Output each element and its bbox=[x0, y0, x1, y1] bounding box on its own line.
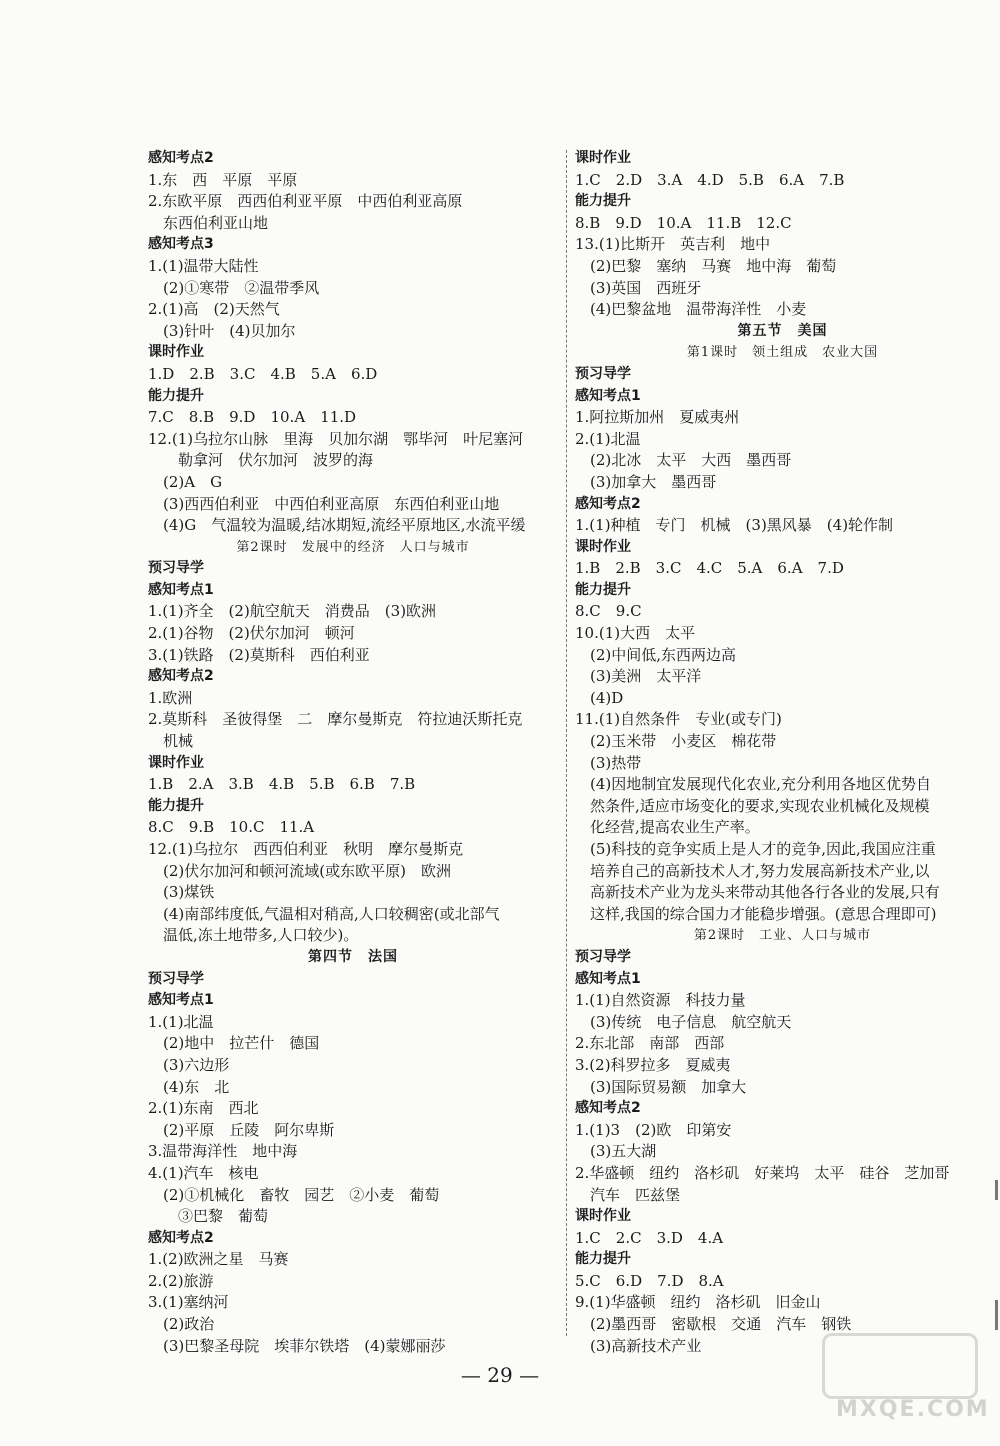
answer-line: 12.(1)乌拉尔山脉 里海 贝加尔湖 鄂毕河 叶尼塞河 bbox=[148, 429, 524, 448]
section-heading: 课时作业 bbox=[575, 538, 631, 555]
answer-line: 勒拿河 伏尔加河 波罗的海 bbox=[148, 451, 374, 470]
answer-line: 3.(1)铁路 (2)莫斯科 西伯利亚 bbox=[148, 645, 370, 664]
answer-line: (2)A G bbox=[148, 472, 223, 491]
section-heading: 感知考点1 bbox=[148, 581, 214, 598]
answer-line: 1.B 2.B 3.C 4.C 5.A 6.A 7.D bbox=[575, 559, 844, 578]
answer-line: (2)政治 bbox=[148, 1315, 215, 1334]
answer-line: (3)国际贸易额 加拿大 bbox=[575, 1077, 747, 1096]
lesson-title: 第2课时 发展中的经济 人口与城市 bbox=[236, 539, 470, 555]
section-heading: 预习导学 bbox=[575, 365, 631, 382]
answer-line: 1.阿拉斯加州 夏威夷州 bbox=[575, 408, 740, 427]
answer-line: 这样,我国的综合国力才能稳步增强。(意思合理即可) bbox=[575, 904, 937, 923]
page-edge-mark bbox=[995, 1180, 998, 1200]
section-heading: 能力提升 bbox=[148, 387, 204, 404]
answer-line: (4)G 气温较为温暖,结冰期短,流经平原地区,水流平缓 bbox=[148, 516, 526, 535]
answer-line: (4)D bbox=[575, 688, 624, 707]
answer-line: 5.C 6.D 7.D 8.A bbox=[575, 1271, 724, 1290]
answer-line: 3.(1)塞纳河 bbox=[148, 1293, 229, 1312]
section-heading: 预习导学 bbox=[575, 948, 631, 965]
answer-line: (4)东 北 bbox=[148, 1077, 230, 1096]
section-heading: 能力提升 bbox=[575, 581, 631, 598]
answer-line: 2.(1)北温 bbox=[575, 429, 641, 448]
answer-line: 机械 bbox=[148, 732, 194, 751]
section-heading: 感知考点2 bbox=[148, 150, 214, 166]
answer-line: (3)西西伯利亚 中西伯利亚高原 东西伯利亚山地 bbox=[148, 494, 500, 513]
section-heading: 能力提升 bbox=[575, 193, 631, 210]
answer-line: 8.C 9.C bbox=[575, 602, 642, 621]
answer-line: (3)美洲 太平洋 bbox=[575, 667, 702, 686]
answer-line: 1.C 2.D 3.A 4.D 5.B 6.A 7.B bbox=[575, 170, 845, 189]
answer-line: 2.东北部 南部 西部 bbox=[575, 1034, 725, 1053]
answer-line: 1.(1)齐全 (2)航空航天 消费品 (3)欧洲 bbox=[148, 602, 437, 621]
answer-line: (2)北冰 太平 大西 墨西哥 bbox=[575, 451, 792, 470]
section-heading: 感知考点3 bbox=[148, 236, 214, 253]
answer-line: (2)地中 拉芒什 德国 bbox=[148, 1034, 320, 1053]
answer-line: (2)玉米带 小麦区 棉花带 bbox=[575, 732, 777, 751]
answer-line: 1.(1)北温 bbox=[148, 1012, 214, 1031]
column-divider bbox=[566, 150, 567, 1336]
answer-line: 11.(1)自然条件 专业(或专门) bbox=[575, 710, 782, 729]
answer-line: (3)巴黎圣母院 埃菲尔铁塔 (4)蒙娜丽莎 bbox=[148, 1336, 446, 1355]
answer-line: (2)平原 丘陵 阿尔卑斯 bbox=[148, 1120, 335, 1139]
answer-line: 高新技术产业为龙头来带动其他各行各业的发展,只有 bbox=[575, 883, 940, 902]
watermark-text: MXQE.COM bbox=[836, 1397, 990, 1422]
answer-line: (3)针叶 (4)贝加尔 bbox=[148, 321, 296, 340]
answer-line: 1.(1)种植 专门 机械 (3)黑风暴 (4)轮作制 bbox=[575, 516, 894, 535]
answer-line: 培养自己的高新技术人才,努力发展高新技术产业,以 bbox=[575, 861, 930, 880]
answer-line: 3.温带海洋性 地中海 bbox=[148, 1142, 298, 1161]
section-heading: 课时作业 bbox=[575, 1208, 631, 1225]
answer-line: 然条件,适应市场变化的要求,实现农业机械化及规模 bbox=[575, 796, 930, 815]
section-heading: 感知考点1 bbox=[575, 970, 641, 987]
answer-line: 2.(2)旅游 bbox=[148, 1271, 214, 1290]
answer-line: 2.(1)谷物 (2)伏尔加河 顿河 bbox=[148, 624, 355, 643]
answer-line: 2.东欧平原 西西伯利亚平原 中西伯利亚高原 bbox=[148, 192, 463, 211]
chapter-title: 第四节 法国 bbox=[308, 948, 398, 965]
lesson-title: 第2课时 工业、人口与城市 bbox=[693, 928, 872, 944]
answer-line: 2.(1)东南 西北 bbox=[148, 1099, 259, 1118]
answer-line: (2)中间低,东西两边高 bbox=[575, 645, 737, 664]
answer-line: 1.C 2.C 3.D 4.A bbox=[575, 1228, 724, 1247]
answer-line: 1.(1)3 (2)欧 印第安 bbox=[575, 1120, 732, 1139]
answer-line: (2)墨西哥 密歇根 交通 汽车 钢铁 bbox=[575, 1315, 852, 1334]
answer-line: 温低,冻土地带多,人口较少)。 bbox=[148, 926, 359, 945]
answer-line: 2.莫斯科 圣彼得堡 二 摩尔曼斯克 符拉迪沃斯托克 bbox=[148, 710, 523, 729]
answer-line: (2)①寒带 ②温带季风 bbox=[148, 278, 320, 297]
answer-line: 汽车 匹兹堡 bbox=[575, 1185, 681, 1204]
answer-line: 2.华盛顿 纽约 洛杉矶 好莱坞 太平 硅谷 芝加哥 bbox=[575, 1163, 950, 1182]
answer-line: 化经营,提高农业生产率。 bbox=[575, 818, 760, 837]
section-heading: 预习导学 bbox=[148, 970, 204, 987]
lesson-title: 第1课时 领土组成 农业大国 bbox=[686, 345, 879, 361]
page-number: — 29 — bbox=[460, 1363, 540, 1387]
section-heading: 能力提升 bbox=[575, 1251, 631, 1268]
section-heading: 课时作业 bbox=[575, 150, 631, 166]
chapter-title: 第五节 美国 bbox=[737, 322, 828, 339]
answer-line: 1.B 2.A 3.B 4.B 5.B 6.B 7.B bbox=[148, 775, 416, 794]
answer-line: 1.欧洲 bbox=[148, 688, 193, 707]
answer-line: 3.(2)科罗拉多 夏威夷 bbox=[575, 1055, 731, 1074]
answer-line: (3)传统 电子信息 航空航天 bbox=[575, 1012, 792, 1031]
section-heading: 感知考点2 bbox=[148, 1229, 214, 1246]
answer-line: (4)南部纬度低,气温相对稍高,人口较稠密(或北部气 bbox=[148, 904, 500, 923]
section-heading: 能力提升 bbox=[148, 797, 204, 814]
answer-line: (3)英国 西班牙 bbox=[575, 278, 702, 297]
answer-line: 10.(1)大西 太平 bbox=[575, 624, 696, 643]
section-heading: 感知考点2 bbox=[575, 495, 641, 512]
answer-line: 1.(1)温带大陆性 bbox=[148, 256, 259, 275]
answer-line: 2.(1)高 (2)天然气 bbox=[148, 300, 280, 319]
answer-line: (2)巴黎 塞纳 马赛 地中海 葡萄 bbox=[575, 256, 837, 275]
answer-line: (3)高新技术产业 bbox=[575, 1336, 702, 1355]
left-column bbox=[148, 148, 558, 1357]
answer-line: 8.B 9.D 10.A 11.B 12.C bbox=[575, 213, 792, 232]
page-edge-mark bbox=[995, 1300, 998, 1330]
section-heading: 感知考点2 bbox=[148, 668, 214, 685]
answer-line: (5)科技的竞争实质上是人才的竞争,因此,我国应注重 bbox=[575, 840, 936, 858]
answer-line: (2)伏尔加河和顿河流域(或东欧平原) 欧洲 bbox=[148, 861, 451, 880]
section-heading: 预习导学 bbox=[148, 560, 204, 577]
answer-line: 1.D 2.B 3.C 4.B 5.A 6.D bbox=[148, 364, 378, 383]
answer-line: 4.(1)汽车 核电 bbox=[148, 1163, 259, 1182]
answer-line: 7.C 8.B 9.D 10.A 11.D bbox=[148, 408, 357, 427]
answer-line: 1.(1)自然资源 科技力量 bbox=[575, 991, 746, 1010]
answer-line: (3)煤铁 bbox=[148, 883, 215, 902]
section-heading: 感知考点1 bbox=[575, 387, 641, 404]
answer-line: ③巴黎 葡萄 bbox=[148, 1207, 269, 1226]
answer-line: (4)因地制宜发展现代化农业,充分利用各地区优势自 bbox=[575, 775, 932, 794]
answer-line: 1.东 西 平原 平原 bbox=[148, 170, 298, 189]
answer-line: 1.(2)欧洲之星 马赛 bbox=[148, 1250, 289, 1269]
answer-line: 13.(1)比斯开 英吉利 地中 bbox=[575, 235, 771, 254]
answer-line: 8.C 9.B 10.C 11.A bbox=[148, 818, 315, 837]
answer-line: (4)巴黎盆地 温带海洋性 小麦 bbox=[575, 300, 807, 319]
answer-line: (3)五大湖 bbox=[575, 1142, 657, 1161]
answer-line: 12.(1)乌拉尔 西西伯利亚 秋明 摩尔曼斯克 bbox=[148, 840, 464, 858]
section-heading: 课时作业 bbox=[148, 344, 204, 361]
answer-line: (2)①机械化 畜牧 园艺 ②小麦 葡萄 bbox=[148, 1185, 440, 1204]
section-heading: 感知考点2 bbox=[575, 1100, 641, 1117]
section-heading: 感知考点1 bbox=[148, 992, 214, 1009]
watermark-box bbox=[822, 1333, 978, 1399]
answer-line: 9.(1)华盛顿 纽约 洛杉矶 旧金山 bbox=[575, 1293, 821, 1312]
answer-line: (3)加拿大 墨西哥 bbox=[575, 472, 717, 491]
answer-line: (3)热带 bbox=[575, 753, 642, 772]
answer-line: 东西伯利亚山地 bbox=[148, 213, 269, 232]
section-heading: 课时作业 bbox=[148, 754, 204, 771]
right-column bbox=[575, 148, 990, 1357]
answer-line: (3)六边形 bbox=[148, 1055, 230, 1074]
watermark-logo bbox=[822, 1333, 990, 1428]
